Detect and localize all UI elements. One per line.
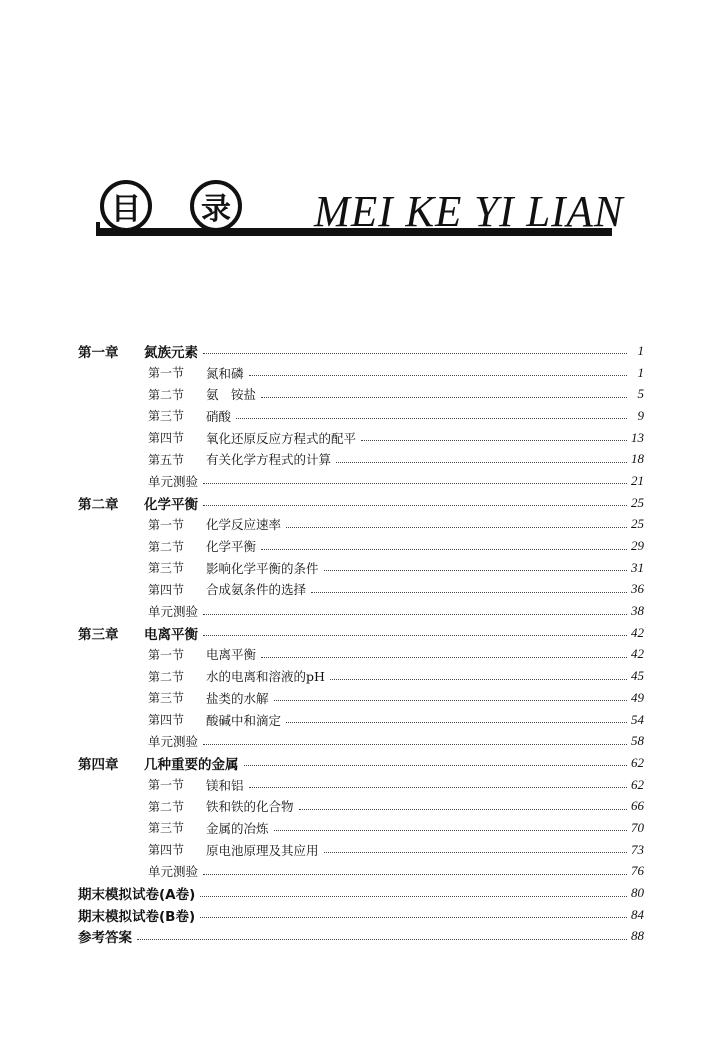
entry-page-number: 36 bbox=[631, 581, 644, 597]
entry-number: 第一节 bbox=[148, 647, 185, 662]
toc-section-entry[interactable] bbox=[78, 448, 644, 470]
entry-title: 单元测验 bbox=[148, 864, 199, 880]
entry-number: 第一节 bbox=[148, 366, 185, 381]
entry-page-number: 21 bbox=[631, 472, 644, 488]
entry-label bbox=[78, 883, 195, 903]
entry-label bbox=[148, 732, 198, 750]
toc-section-entry[interactable] bbox=[78, 405, 644, 427]
dot-leader bbox=[274, 700, 627, 701]
dot-leader bbox=[261, 397, 627, 398]
entry-title: 金属的冶炼 bbox=[206, 820, 269, 836]
entry-number: 第三章 bbox=[78, 626, 119, 643]
entry-number: 第二章 bbox=[78, 496, 119, 513]
entry-title: 氨 铵盐 bbox=[206, 387, 257, 403]
toc-extra-entry[interactable] bbox=[78, 926, 644, 948]
entry-number: 第四节 bbox=[148, 431, 185, 446]
toc-chapter-entry[interactable] bbox=[78, 622, 644, 644]
toc-section-entry[interactable] bbox=[78, 470, 644, 492]
entry-label bbox=[148, 711, 281, 729]
entry-label bbox=[148, 364, 244, 382]
dot-leader bbox=[311, 592, 627, 593]
entry-label bbox=[148, 667, 325, 685]
entry-number: 第一章 bbox=[78, 344, 119, 361]
entry-label bbox=[148, 559, 319, 577]
entry-page-number: 88 bbox=[631, 928, 644, 944]
entry-page-number: 38 bbox=[631, 603, 644, 619]
toc-section-entry[interactable] bbox=[78, 795, 644, 817]
entry-page-number: 73 bbox=[631, 841, 644, 857]
dot-leader bbox=[336, 462, 627, 463]
entry-number: 第二节 bbox=[148, 539, 185, 554]
dot-leader bbox=[324, 570, 627, 571]
entry-page-number: 62 bbox=[631, 754, 644, 770]
entry-page-number: 42 bbox=[631, 646, 644, 662]
entry-page-number: 25 bbox=[631, 494, 644, 510]
entry-label bbox=[148, 602, 198, 620]
entry-label bbox=[78, 623, 198, 643]
entry-number: 第四章 bbox=[78, 756, 119, 773]
entry-label bbox=[148, 407, 231, 425]
entry-title: 几种重要的金属 bbox=[144, 756, 239, 773]
entry-page-number: 9 bbox=[637, 407, 644, 423]
dot-leader bbox=[203, 483, 627, 484]
entry-page-number: 66 bbox=[631, 798, 644, 814]
entry-page-number: 31 bbox=[631, 559, 644, 575]
entry-label bbox=[148, 580, 306, 598]
entry-label bbox=[78, 753, 239, 773]
entry-page-number: 42 bbox=[631, 624, 644, 640]
entry-label bbox=[148, 537, 256, 555]
entry-title: 参考答案 bbox=[78, 930, 132, 947]
dot-leader bbox=[236, 418, 627, 419]
toc-section-entry[interactable] bbox=[78, 557, 644, 579]
entry-page-number: 54 bbox=[631, 711, 644, 727]
entry-page-number: 84 bbox=[631, 906, 644, 922]
entry-title: 水的电离和溶液的pH bbox=[206, 669, 325, 685]
toc-section-entry[interactable] bbox=[78, 383, 644, 405]
entry-page-number: 1 bbox=[637, 342, 644, 358]
entry-title: 化学平衡 bbox=[144, 496, 198, 513]
entry-page-number: 45 bbox=[631, 668, 644, 684]
toc-section-entry[interactable] bbox=[78, 817, 644, 839]
entry-page-number: 5 bbox=[637, 386, 644, 402]
entry-title: 硝酸 bbox=[206, 408, 232, 424]
toc-section-entry[interactable] bbox=[78, 535, 644, 557]
entry-title: 单元测验 bbox=[148, 604, 199, 620]
entry-label bbox=[148, 450, 331, 468]
toc-section-entry[interactable] bbox=[78, 665, 644, 687]
toc-section-entry[interactable] bbox=[78, 730, 644, 752]
header-char-lu: 录 bbox=[190, 180, 242, 232]
entry-page-number: 62 bbox=[631, 776, 644, 792]
entry-page-number: 29 bbox=[631, 538, 644, 554]
entry-label bbox=[148, 797, 294, 815]
entry-title: 氧化还原反应方程式的配平 bbox=[206, 430, 357, 446]
dot-leader bbox=[203, 635, 627, 636]
entry-number: 第三节 bbox=[148, 691, 185, 706]
dot-leader bbox=[261, 549, 627, 550]
dot-leader bbox=[361, 440, 627, 441]
dot-leader bbox=[203, 874, 627, 875]
dot-leader bbox=[244, 765, 628, 766]
entry-page-number: 13 bbox=[631, 429, 644, 445]
toc-section-entry[interactable] bbox=[78, 600, 644, 622]
entry-title: 期末模拟试卷(B卷) bbox=[78, 908, 196, 925]
entry-number: 第二节 bbox=[148, 669, 185, 684]
toc-chapter-entry[interactable] bbox=[78, 752, 644, 774]
entry-page-number: 80 bbox=[631, 885, 644, 901]
entry-number: 第二节 bbox=[148, 387, 185, 402]
toc-extra-entry[interactable] bbox=[78, 904, 644, 926]
entry-label bbox=[78, 341, 198, 361]
entry-page-number: 18 bbox=[631, 451, 644, 467]
toc-chapter-entry[interactable] bbox=[78, 492, 644, 514]
dot-leader bbox=[274, 830, 627, 831]
entry-label bbox=[148, 645, 256, 663]
dot-leader bbox=[200, 896, 627, 897]
entry-page-number: 25 bbox=[631, 516, 644, 532]
entry-number: 第三节 bbox=[148, 561, 185, 576]
toc-section-entry[interactable] bbox=[78, 709, 644, 731]
entry-title: 原电池原理及其应用 bbox=[206, 842, 319, 858]
dot-leader bbox=[200, 917, 627, 918]
entry-title: 化学平衡 bbox=[206, 539, 257, 555]
toc-section-entry[interactable] bbox=[78, 427, 644, 449]
dot-leader bbox=[324, 852, 627, 853]
entry-number: 第一节 bbox=[148, 517, 185, 532]
entry-title: 电离平衡 bbox=[144, 626, 198, 643]
entry-title: 有关化学方程式的计算 bbox=[206, 452, 332, 468]
toc-extra-entry[interactable] bbox=[78, 882, 644, 904]
entry-title: 铁和铁的化合物 bbox=[206, 799, 294, 815]
entry-label bbox=[148, 862, 198, 880]
toc-section-entry[interactable] bbox=[78, 362, 644, 384]
entry-label bbox=[148, 841, 319, 859]
toc-section-entry[interactable] bbox=[78, 514, 644, 536]
entry-label bbox=[148, 385, 256, 403]
entry-number: 第四节 bbox=[148, 713, 185, 728]
table-of-contents bbox=[78, 340, 644, 947]
dot-leader bbox=[203, 744, 627, 745]
entry-page-number: 1 bbox=[637, 364, 644, 380]
entry-title: 镁和铝 bbox=[206, 777, 244, 793]
entry-label bbox=[148, 819, 269, 837]
entry-title: 单元测验 bbox=[148, 473, 199, 489]
dot-leader bbox=[249, 375, 627, 376]
toc-chapter-entry[interactable] bbox=[78, 340, 644, 362]
entry-label bbox=[78, 493, 198, 513]
dot-leader bbox=[137, 939, 627, 940]
entry-number: 第二节 bbox=[148, 799, 185, 814]
entry-page-number: 76 bbox=[631, 863, 644, 879]
entry-number: 第一节 bbox=[148, 778, 185, 793]
dot-leader bbox=[286, 527, 627, 528]
header-latin-title: MEI KE YI LIAN bbox=[314, 187, 624, 236]
dot-leader bbox=[203, 614, 627, 615]
entry-title: 单元测验 bbox=[148, 734, 199, 750]
entry-label bbox=[78, 926, 132, 946]
entry-label bbox=[148, 472, 198, 490]
toc-section-entry[interactable] bbox=[78, 579, 644, 601]
entry-title: 氮和磷 bbox=[206, 365, 244, 381]
dot-leader bbox=[249, 787, 627, 788]
entry-label bbox=[148, 429, 356, 447]
entry-title: 影响化学平衡的条件 bbox=[206, 560, 319, 576]
header-char-mu: 目 bbox=[100, 180, 152, 232]
entry-number: 第四节 bbox=[148, 843, 185, 858]
entry-page-number: 49 bbox=[631, 689, 644, 705]
toc-section-entry[interactable] bbox=[78, 861, 644, 883]
entry-number: 第五节 bbox=[148, 452, 185, 467]
entry-page-number: 58 bbox=[631, 733, 644, 749]
entry-number: 第三节 bbox=[148, 821, 185, 836]
entry-title: 酸碱中和滴定 bbox=[206, 712, 282, 728]
toc-section-entry[interactable] bbox=[78, 774, 644, 796]
entry-title: 电离平衡 bbox=[206, 647, 257, 663]
toc-section-entry[interactable] bbox=[78, 839, 644, 861]
dot-leader bbox=[299, 809, 627, 810]
toc-section-entry[interactable] bbox=[78, 644, 644, 666]
entry-title: 氮族元素 bbox=[144, 344, 198, 361]
dot-leader bbox=[330, 679, 627, 680]
entry-number: 第四节 bbox=[148, 582, 185, 597]
entry-title: 化学反应速率 bbox=[206, 517, 282, 533]
entry-label bbox=[78, 905, 195, 925]
dot-leader bbox=[203, 505, 627, 506]
toc-header bbox=[96, 176, 624, 246]
entry-title: 合成氨条件的选择 bbox=[206, 582, 307, 598]
entry-label bbox=[148, 776, 244, 794]
entry-number: 第三节 bbox=[148, 409, 185, 424]
entry-page-number: 70 bbox=[631, 819, 644, 835]
dot-leader bbox=[286, 722, 627, 723]
entry-title: 盐类的水解 bbox=[206, 690, 269, 706]
dot-leader bbox=[203, 353, 627, 354]
header-bar-tick bbox=[96, 222, 100, 236]
dot-leader bbox=[261, 657, 627, 658]
entry-title: 期末模拟试卷(A卷) bbox=[78, 887, 196, 904]
entry-label bbox=[148, 689, 269, 707]
toc-section-entry[interactable] bbox=[78, 687, 644, 709]
entry-label bbox=[148, 515, 281, 533]
